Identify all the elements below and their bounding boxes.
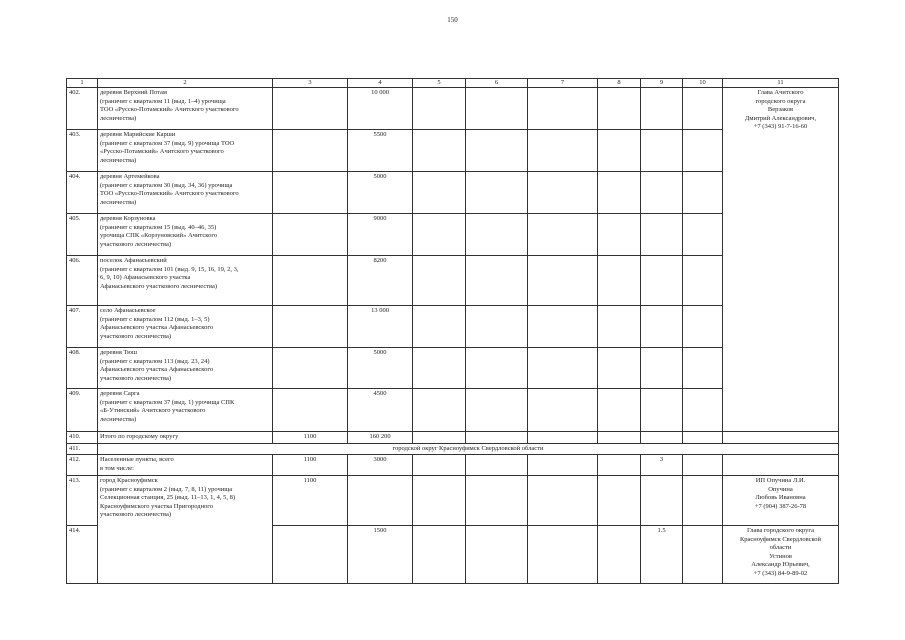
cell-text-line: (граничит с кварталом 37 (выд. 1) урочища СПК xyxy=(100,398,235,406)
row-number: 403. xyxy=(67,130,98,172)
empty-cell xyxy=(348,476,413,526)
empty-cell xyxy=(598,214,641,256)
empty-cell xyxy=(528,432,598,443)
row-number: 402. xyxy=(67,88,98,130)
empty-cell xyxy=(528,172,598,214)
cell-text-line: Населенные пункты, всего xyxy=(100,456,174,464)
cell-text-line: участкового лесничества) xyxy=(100,511,172,519)
empty-cell xyxy=(466,526,528,584)
cell-text-line: Селекционная станция, 25 (выд. 11–13, 1, 4, 5, 8) xyxy=(100,494,236,502)
empty-cell xyxy=(528,88,598,130)
data-table xyxy=(66,78,839,584)
cell-text-line: (граничит с кварталом 30 (выд. 34, 36) урочища xyxy=(100,181,233,189)
empty-cell xyxy=(683,256,723,306)
area-cell: 8200 xyxy=(348,256,413,306)
cell-text-line: деревня Артемейкова xyxy=(100,173,160,181)
col-header: 3 xyxy=(273,79,348,88)
cell-text-line: (граничит с кварталом 112 (выд. 1–3, 5) xyxy=(100,315,210,323)
empty-cell xyxy=(273,526,348,584)
area-cell: 5000 xyxy=(348,172,413,214)
empty-cell xyxy=(528,306,598,348)
locality-cell xyxy=(98,306,273,348)
empty-cell xyxy=(413,214,466,256)
locality-cell xyxy=(98,348,273,389)
row-number: 411. xyxy=(67,443,98,454)
empty-cell xyxy=(466,432,528,443)
empty-cell xyxy=(641,130,683,172)
col-header: 10 xyxy=(683,79,723,88)
area-cell: 5500 xyxy=(348,130,413,172)
cell-text-line: Афанасьевского участка Афанасьевского xyxy=(100,324,214,332)
col3-cell xyxy=(273,256,348,306)
empty-cell xyxy=(598,172,641,214)
cell-text-line: Красноуфимск Свердловской xyxy=(739,535,822,543)
area-cell: 10 000 xyxy=(348,88,413,130)
empty-cell xyxy=(598,526,641,584)
cell-text-line: лесничества) xyxy=(100,198,137,206)
col-header: 7 xyxy=(528,79,598,88)
empty-cell xyxy=(683,476,723,526)
col3-cell xyxy=(273,88,348,130)
col-header: 1 xyxy=(67,79,98,88)
empty-cell xyxy=(683,306,723,348)
empty-cell xyxy=(598,306,641,348)
area-cell: 13 000 xyxy=(348,306,413,348)
empty-cell xyxy=(683,88,723,130)
cell-text-line: участкового лесничества) xyxy=(100,240,172,248)
cell-text-line: село Афанасьевское xyxy=(100,307,156,315)
empty-cell xyxy=(641,389,683,432)
cell-text-line: ИП Опучина Л.И. xyxy=(755,477,806,485)
empty-cell xyxy=(723,432,839,443)
cell-text-line: деревня Марийские Карши xyxy=(100,131,176,139)
empty-cell xyxy=(528,256,598,306)
cell-text-line: (граничит с кварталом 15 (выд. 40–46, 35) xyxy=(100,223,217,231)
contact-cell xyxy=(723,88,839,432)
empty-cell xyxy=(683,526,723,584)
empty-cell xyxy=(641,348,683,389)
empty-cell xyxy=(683,130,723,172)
total-row xyxy=(67,432,839,443)
cell-text-line: (граничит с кварталом 37 (выд. 9) урочища ТОО xyxy=(100,139,235,147)
cell-text-line: Верзаков xyxy=(767,106,794,114)
cell-text-line: городского округа xyxy=(755,97,806,105)
locality-cell xyxy=(98,476,273,584)
col-header: 11 xyxy=(723,79,839,88)
empty-cell xyxy=(598,256,641,306)
table-row xyxy=(67,88,839,130)
cell-text-line: Глава городского округа xyxy=(747,527,814,535)
row-number: 413. xyxy=(67,476,98,526)
locality-cell xyxy=(98,256,273,306)
cell-text-line: ТОО «Русско-Потамский» Ачитского участкового xyxy=(100,190,239,198)
area-cell: 9000 xyxy=(348,214,413,256)
cell-text-line: области xyxy=(769,544,792,552)
empty-cell xyxy=(528,455,598,476)
cell-text-line: Любовь Ивановна xyxy=(755,494,806,502)
empty-cell xyxy=(528,476,598,526)
row-number: 407. xyxy=(67,306,98,348)
empty-cell xyxy=(641,172,683,214)
cell-text-line: город Красноуфимск xyxy=(100,477,158,485)
cell-text-line: участкового лесничества) xyxy=(100,332,172,340)
empty-cell xyxy=(528,130,598,172)
empty-cell xyxy=(466,172,528,214)
empty-cell xyxy=(413,348,466,389)
empty-cell xyxy=(413,130,466,172)
empty-cell xyxy=(466,455,528,476)
empty-cell xyxy=(413,432,466,443)
empty-cell xyxy=(683,432,723,443)
cell-text-line: деревня Корзуновка xyxy=(100,215,156,223)
cell-text-line: Опучина xyxy=(768,485,793,493)
table-row xyxy=(67,476,839,526)
empty-cell xyxy=(598,389,641,432)
locality-cell xyxy=(98,389,273,432)
contact-cell xyxy=(723,476,839,526)
cell-text-line: Афанасьевского участка Афанасьевского xyxy=(100,366,214,374)
locality-cell xyxy=(98,214,273,256)
col3-cell xyxy=(273,389,348,432)
col3-cell: 1100 xyxy=(273,476,348,526)
empty-cell xyxy=(598,476,641,526)
cell-text-line: Дмитрий Александрович, xyxy=(744,114,817,122)
empty-cell xyxy=(641,88,683,130)
cell-text-line: деревня Верхний Потам xyxy=(100,89,168,97)
empty-cell xyxy=(413,88,466,130)
cell-text-line: Александр Юрьевич, xyxy=(751,561,810,569)
empty-cell xyxy=(528,348,598,389)
empty-cell xyxy=(413,256,466,306)
contact-cell xyxy=(723,526,839,584)
area-cell: 3000 xyxy=(348,455,413,476)
empty-cell xyxy=(413,172,466,214)
empty-cell xyxy=(528,214,598,256)
locality-cell xyxy=(98,455,273,476)
empty-cell xyxy=(598,88,641,130)
area-cell: 1500 xyxy=(348,526,413,584)
empty-cell xyxy=(413,526,466,584)
cell-text-line: участкового лесничества) xyxy=(100,374,172,382)
total-label: Итого по городскому округу xyxy=(98,432,273,443)
col-header: 4 xyxy=(348,79,413,88)
empty-cell xyxy=(466,476,528,526)
empty-cell xyxy=(641,306,683,348)
empty-cell xyxy=(413,476,466,526)
locality-cell xyxy=(98,172,273,214)
empty-cell xyxy=(528,389,598,432)
section-title: городской округ Красноуфимск Свердловской области xyxy=(98,443,839,454)
empty-cell xyxy=(683,389,723,432)
cell-text-line: (граничит с кварталом 11 (выд. 1–4) урочища xyxy=(100,97,226,105)
empty-cell xyxy=(683,348,723,389)
row-number: 409. xyxy=(67,389,98,432)
cell-text-line: «Русско-Потамский» Ачитского участкового xyxy=(100,148,224,156)
empty-cell xyxy=(598,348,641,389)
cell-text-line: (граничит с кварталом 2 (выд. 7, 8, 11) урочища xyxy=(100,485,233,493)
cell-text-line: урочища СПК «Корзуновский» Ачитского xyxy=(100,232,218,240)
col9-cell: 1.5 xyxy=(641,526,683,584)
cell-text-line: поселок Афанасьевский xyxy=(100,257,167,265)
empty-cell xyxy=(683,455,723,476)
col3-cell xyxy=(273,214,348,256)
cell-text-line: лесничества) xyxy=(100,156,137,164)
cell-text-line: 6, 9, 10) Афанасьевского участка xyxy=(100,274,191,282)
empty-cell xyxy=(413,389,466,432)
area-cell: 5000 xyxy=(348,348,413,389)
empty-cell xyxy=(466,256,528,306)
empty-cell xyxy=(641,476,683,526)
col-header: 8 xyxy=(598,79,641,88)
empty-cell xyxy=(413,306,466,348)
cell-text-line: (граничит с кварталом 101 (выд. 9, 15, 16, 19, 2, 3, xyxy=(100,265,239,273)
page-number: 150 xyxy=(447,16,458,24)
empty-cell xyxy=(528,526,598,584)
col-header: 6 xyxy=(466,79,528,88)
section-row xyxy=(67,443,839,454)
empty-cell xyxy=(466,348,528,389)
empty-cell xyxy=(683,172,723,214)
table-row xyxy=(67,455,839,476)
col3-cell: 1100 xyxy=(273,432,348,443)
col3-cell xyxy=(273,172,348,214)
cell-text-line: лесничества) xyxy=(100,114,137,122)
cell-text-line: (граничит с кварталом 113 (выд. 23, 24) xyxy=(100,357,210,365)
empty-cell xyxy=(466,389,528,432)
cell-text-line: +7 (904) 387-26-78 xyxy=(754,502,807,510)
cell-text-line: деревня Тюш xyxy=(100,349,137,357)
cell-text-line: Глава Ачитского xyxy=(757,89,804,97)
empty-cell xyxy=(598,432,641,443)
empty-cell xyxy=(641,214,683,256)
empty-cell xyxy=(598,130,641,172)
col-header: 2 xyxy=(98,79,273,88)
empty-cell xyxy=(413,455,466,476)
row-number: 414. xyxy=(67,526,98,584)
cell-text-line: Устинов xyxy=(769,552,792,560)
row-number: 412. xyxy=(67,455,98,476)
area-cell: 4500 xyxy=(348,389,413,432)
header-row xyxy=(67,79,839,88)
empty-cell xyxy=(598,455,641,476)
area-cell: 160 200 xyxy=(348,432,413,443)
cell-text-line: Красноуфимского участка Пригородного xyxy=(100,502,214,510)
locality-cell xyxy=(98,130,273,172)
col-header: 9 xyxy=(641,79,683,88)
row-number: 405. xyxy=(67,214,98,256)
cell-text-line: +7 (343) 84-9-89-02 xyxy=(753,569,808,577)
cell-text-line: лесничества) xyxy=(100,415,137,423)
cell-text-line: деревня Сарга xyxy=(100,390,140,398)
col3-cell xyxy=(273,130,348,172)
col3-cell xyxy=(273,306,348,348)
empty-cell xyxy=(641,256,683,306)
col-header: 5 xyxy=(413,79,466,88)
row-number: 406. xyxy=(67,256,98,306)
col9-cell: 3 xyxy=(641,455,683,476)
cell-text-line: ТОО «Русско-Потамский» Ачитского участкового xyxy=(100,106,239,114)
cell-text-line: в том числе: xyxy=(100,464,134,472)
row-number: 408. xyxy=(67,348,98,389)
row-number: 410. xyxy=(67,432,98,443)
col3-cell: 1100 xyxy=(273,455,348,476)
empty-cell xyxy=(641,432,683,443)
empty-cell xyxy=(466,306,528,348)
empty-cell xyxy=(466,88,528,130)
empty-cell xyxy=(683,214,723,256)
cell-text-line: Афанасьевского участкового лесничества) xyxy=(100,282,218,290)
cell-text-line: +7 (343) 91-7-16-60 xyxy=(753,123,808,131)
empty-cell xyxy=(466,214,528,256)
col3-cell xyxy=(273,348,348,389)
empty-cell xyxy=(723,455,839,476)
empty-cell xyxy=(466,130,528,172)
row-number: 404. xyxy=(67,172,98,214)
cell-text-line: «Б-Утинский» Ачитского участкового xyxy=(100,407,206,415)
locality-cell xyxy=(98,88,273,130)
